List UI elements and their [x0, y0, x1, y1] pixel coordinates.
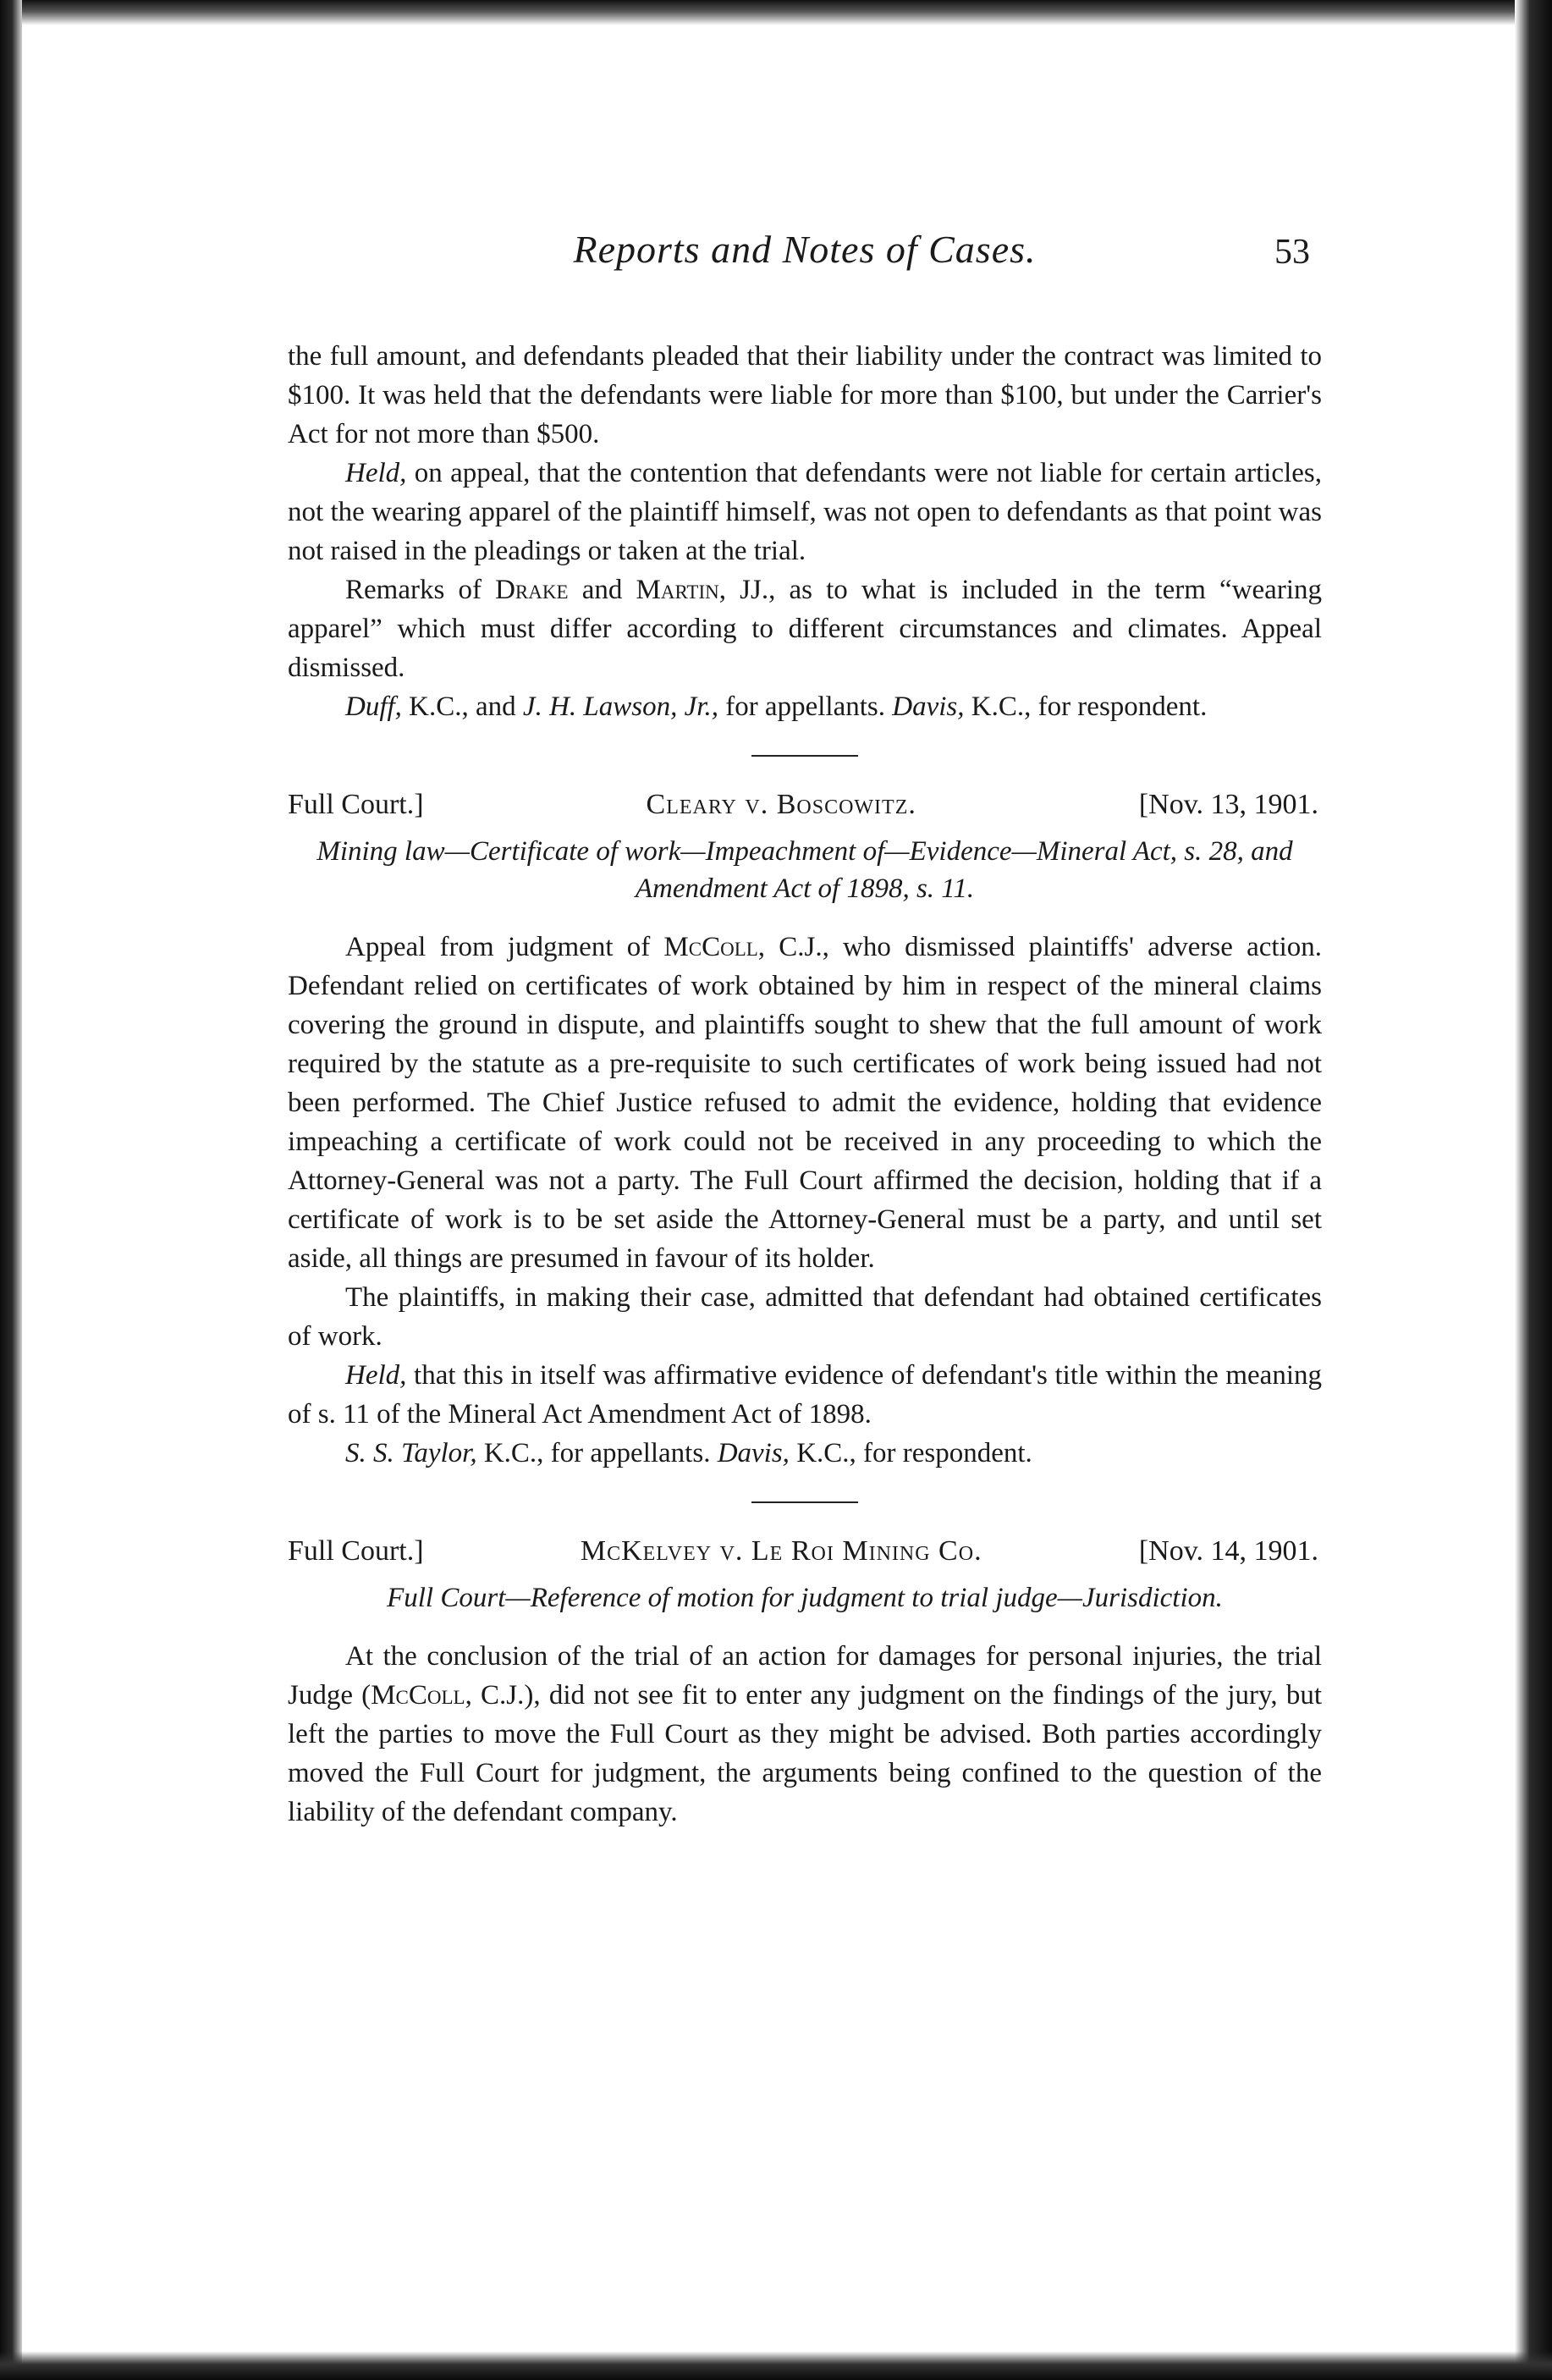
scan-edge-top: [0, 0, 1552, 25]
counsel-text: K.C., for respondent.: [789, 1438, 1032, 1468]
counsel-text: K.C., for respondent.: [964, 691, 1208, 722]
case3-paragraph: [288, 1637, 1322, 1832]
held-text: that this in itself was affirmative evidence of defendant's title within the meaning of s. 11 of the Mineral Act Amendment Act of 1898.: [288, 1360, 1322, 1430]
remarks-and: and: [568, 575, 636, 605]
court-label: Full Court.]: [288, 1535, 424, 1567]
remarks-prefix: Remarks of: [345, 575, 496, 605]
counsel-name: Duff,: [345, 691, 402, 722]
case-heading: [288, 1535, 1322, 1567]
section-divider: [751, 755, 858, 757]
counsel-name: Davis,: [717, 1438, 790, 1468]
held-label: Held,: [345, 1360, 407, 1391]
running-title: Reports and Notes of Cases.: [573, 228, 1037, 271]
judge-name: McColl: [663, 932, 758, 962]
paragraph-text: At the conclusion of the trial of an action for damages for personal injuries, the trial Judge (: [288, 1641, 1322, 1711]
case-headnote: Mining law—Certificate of work—Impeachment of—Evidence—Mineral Act, s. 28, and Amendment Act of 1898, s. 11.: [316, 836, 1293, 904]
case-date: [Nov. 14, 1901.: [1138, 1535, 1318, 1567]
counsel-text: K.C., and: [401, 691, 523, 722]
counsel-text: K.C., for appellants.: [476, 1438, 718, 1468]
page-header: [288, 227, 1322, 286]
judge-name: Drake: [495, 575, 569, 605]
counsel-text: for appellants.: [718, 691, 893, 722]
paragraph-text: Appeal from judgment of: [345, 932, 664, 962]
counsel-name: S. S. Taylor,: [345, 1438, 477, 1468]
case-cleary-v-boscowitz: [288, 789, 1322, 1473]
scan-edge-bottom: [0, 2351, 1552, 2380]
case-mckelvey-v-le-roi: [288, 1535, 1322, 1832]
case2-counsel: [288, 1434, 1322, 1473]
case-heading: [288, 789, 1322, 821]
paragraph-text: , C.J.), did not see fit to enter any judgment on the findings of the jury, but left the parties to move the Full Court as they might be advised. Both parties accordingly moved the Full Court for judgment, the arguments being confined to the question of the liability of the defendant company.: [288, 1680, 1322, 1827]
case2-held-paragraph: [288, 1356, 1322, 1434]
page: [288, 227, 1322, 1832]
court-label: Full Court.]: [288, 789, 424, 820]
judge-name: McColl: [371, 1680, 465, 1711]
held-text: on appeal, that the contention that defendants were not liable for certain articles, not the wearing apparel of the plaintiff himself, was not open to defendants as that point was not raised in the pleadings or taken at the trial.: [288, 458, 1322, 566]
case1-counsel: [288, 687, 1322, 726]
judge-name: Martin: [636, 575, 719, 605]
case2-paragraph: The plaintiffs, in making their case, admitted that defendant had obtained certificates of work.: [288, 1282, 1322, 1352]
remarks-text: , JJ., as to what is included in the term “wearing apparel” which must differ according to different circumstances and climates. Appeal dismissed.: [288, 575, 1322, 683]
case-date: [Nov. 13, 1901.: [1138, 789, 1318, 820]
case2-paragraph: [288, 928, 1322, 1278]
case-title: Cleary v. Boscowitz.: [646, 789, 916, 820]
counsel-name: J. H. Lawson, Jr.,: [522, 691, 718, 722]
case1-paragraph: the full amount, and defendants pleaded that their liability under the contract was limited to $100. It was held that the defendants were liable for more than $100, but under the Carrier's Act for not more than $500.: [288, 341, 1322, 449]
held-label: Held,: [345, 458, 407, 488]
page-number: 53: [1274, 233, 1310, 272]
scan-edge-right: [1515, 0, 1552, 2380]
case-title: McKelvey v. Le Roi Mining Co.: [580, 1535, 982, 1567]
case-continued: [288, 337, 1322, 726]
counsel-name: Davis,: [892, 691, 965, 722]
section-divider: [751, 1501, 858, 1503]
case-headnote: Full Court—Reference of motion for judgment to trial judge—Jurisdiction.: [387, 1583, 1223, 1613]
scan-edge-left: [0, 0, 22, 2380]
paragraph-text: , C.J., who dismissed plaintiffs' adverse action. Defendant relied on certificates of work obtained by him in respect of the mineral claims covering the ground in dispute, and plaintiffs sought to shew that the full amount of work required by the statute as a pre-requisite to such certificates of work being issued had not been performed. The Chief Justice refused to admit the evidence, holding that evidence impeaching a certificate of work could not be received in any proceeding to which the Attorney-General was not a party. The Full Court affirmed the decision, holding that if a certificate of work is to be set aside the Attorney-General must be a party, and until set aside, all things are presumed in favour of its holder.: [288, 932, 1322, 1274]
case1-held-paragraph: [288, 454, 1322, 570]
case1-remarks-paragraph: [288, 570, 1322, 687]
